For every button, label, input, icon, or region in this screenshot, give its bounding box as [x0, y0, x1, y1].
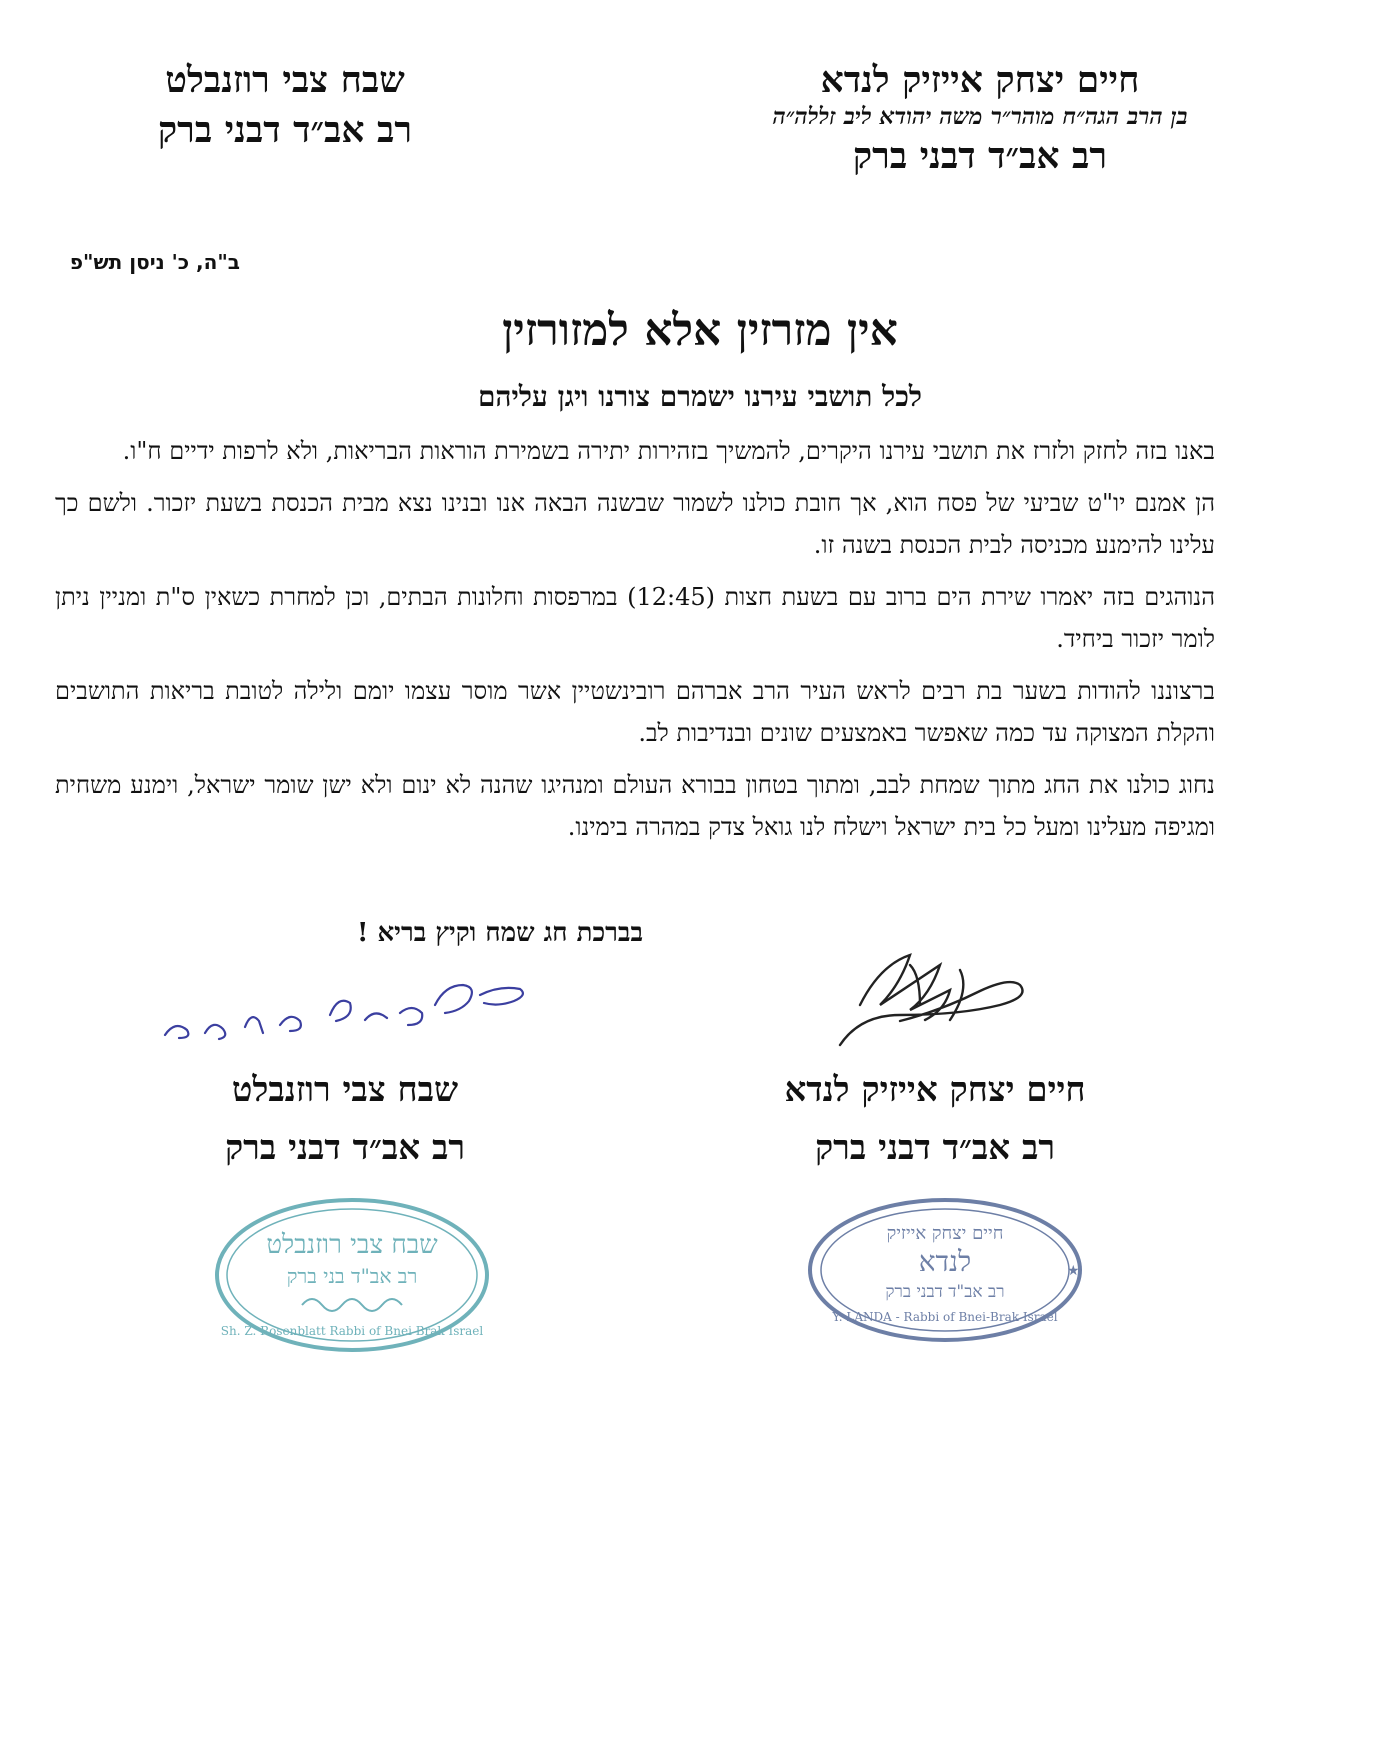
stamp-right-english: Y. LANDA - Rabbi of Bnei-Brak Israel — [832, 1310, 1058, 1324]
star-icon: ★ — [1067, 1263, 1080, 1279]
stamp-left-english: Sh. Z. Rosenblatt Rabbi of Bnei Brak Israel — [220, 1324, 484, 1338]
signature-right-name: חיים יצחק אייזיק לנדא — [784, 1070, 1086, 1110]
header-right-subtitle: בן הרב הגה״ח מוהר״ר משה יהודא ליב זללה״ה — [772, 103, 1188, 130]
blessing-line: בברכת חג שמח וקיץ בריא ! — [357, 918, 643, 948]
paragraph: הן אמנם יו"ט שביעי של פסח הוא, אך חובת כולנו לשמור שבשנה הבאה אנו ובנינו נצא מבית הכנסת בשעת יזכור. ולשם כך עלינו להימנע מכניסה לבית הכנסת בשנה זו. — [55, 489, 1215, 559]
stamp-left-line2: רב אב"ד בני ברק — [286, 1264, 418, 1288]
signature-block-left — [180, 1068, 510, 1170]
signature-right-image — [820, 945, 1060, 1065]
header-right-name: חיים יצחק אייזיק לנדא — [820, 59, 1140, 101]
subtitle: לכל תושבי עירנו ישמרם צורנו ויגן עליהם — [477, 380, 923, 413]
signature-left-image — [150, 965, 550, 1065]
main-title: אין מזרזין אלא למזורזין — [502, 305, 898, 356]
signature-left-title: רב אב״ד דבני ברק — [224, 1128, 466, 1168]
header-left — [130, 60, 440, 150]
paragraph: ברצוננו להודות בשער בת רבים לראש העיר הרב אברהם רובינשטיין אשר מוסר עצמו יומם ולילה לטובת בריאות התושבים והקלת המצוקה עד כמה שאפשר באמצעים שונים ובנדיבות לב. — [55, 677, 1215, 747]
header-left-name: שבח צבי רוזנבלט — [165, 59, 405, 101]
stamp-left-line1: שבח צבי רוזנבלט — [266, 1230, 438, 1260]
header-right-title: רב אב״ד דבני ברק — [852, 135, 1108, 177]
paragraph: הנוהגים בזה יאמרו שירת הים ברוב עם בשעת חצות (12:45) במרפסות וחלונות הבתים, וכן למחרת כשאין ס"ת ומניין ניתן לומר יזכור ביחיד. — [55, 583, 1216, 653]
stamp-right-line2: לנדא — [918, 1245, 972, 1278]
stamp-right — [805, 1195, 1085, 1345]
stamp-right-line3: רב אב"ד דבני ברק — [885, 1282, 1005, 1302]
stamp-right-line1: חיים יצחק אייזיק — [886, 1223, 1004, 1244]
paragraph: נחוג כולנו את החג מתוך שמחת לבב, ומתוך בטחון בבורא העולם ומנהיגו שהנה לא ינום ולא ישן שומר ישראל, וימנע משחית ומגיפה מעלינו ומעל כל בית ישראל וישלח לנו גואל צדק במהרה בימינו. — [55, 771, 1215, 841]
signature-right-title: רב אב״ד דבני ברק — [814, 1128, 1056, 1168]
letter-body — [55, 430, 1215, 858]
stamp-left — [212, 1195, 492, 1355]
signature-left-name: שבח צבי רוזנבלט — [231, 1070, 459, 1110]
document-date: ב"ה, כ' ניסן תש"פ — [69, 250, 240, 274]
signature-block-right — [740, 1068, 1130, 1170]
paragraph: באנו בזה לחזק ולזרז את תושבי עירנו היקרים, להמשיך בזהירות יתירה בשמירת הוראות הבריאות, ולא לרפות ידיים ח"ו. — [122, 437, 1215, 465]
header-left-title: רב אב״ד דבני ברק — [157, 109, 413, 151]
header-right — [740, 60, 1220, 176]
